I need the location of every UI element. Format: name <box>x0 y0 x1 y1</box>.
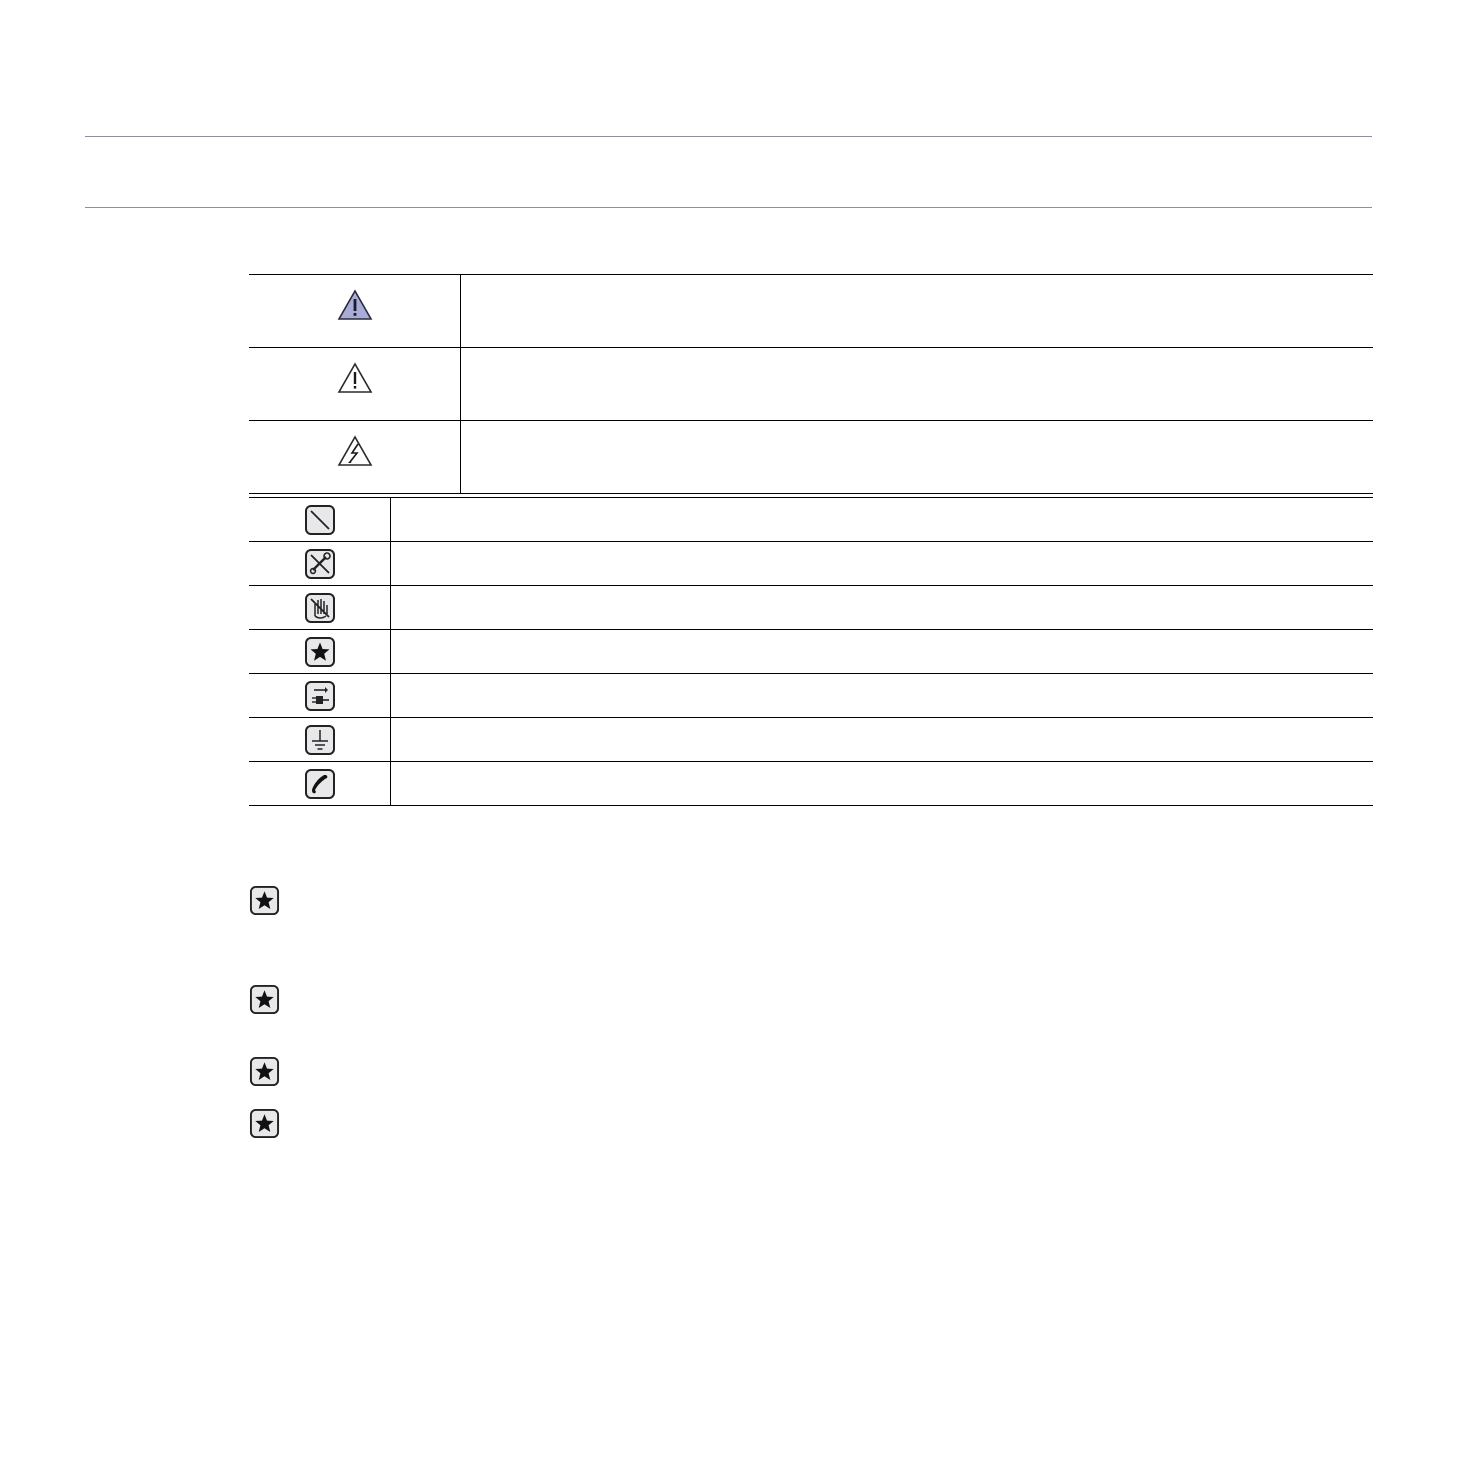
symbol-row <box>249 630 1373 674</box>
symbol-icon-cell <box>249 586 391 629</box>
hazard-row-electric <box>249 421 1373 494</box>
symbol-description <box>391 762 1373 805</box>
do-not-disassemble-icon <box>304 548 336 580</box>
hazard-row-warning <box>249 275 1373 348</box>
hazard-icon-cell <box>249 421 461 493</box>
hazard-icon-cell <box>249 348 461 420</box>
note-item <box>249 1108 280 1139</box>
do-not-attempt-icon <box>304 504 336 536</box>
symbol-table <box>249 497 1373 806</box>
hazard-row-caution <box>249 348 1373 421</box>
electric-shock-triangle-icon <box>337 435 373 467</box>
hazard-description <box>461 348 1373 420</box>
note-item <box>249 885 280 916</box>
caution-triangle-icon <box>337 362 373 394</box>
follow-directions-icon <box>304 636 336 668</box>
symbol-icon-cell <box>249 630 391 673</box>
star-icon <box>249 984 280 1015</box>
star-icon <box>249 885 280 916</box>
hazard-icon-cell <box>249 275 461 347</box>
note-item <box>249 1056 280 1087</box>
warning-triangle-filled-icon <box>337 289 373 321</box>
symbol-row <box>249 674 1373 718</box>
symbol-description <box>391 586 1373 629</box>
header-rule-top <box>85 136 1372 137</box>
symbol-icon-cell <box>249 718 391 761</box>
symbol-row <box>249 542 1373 586</box>
symbol-description <box>391 630 1373 673</box>
do-not-touch-icon <box>304 592 336 624</box>
hazard-level-table <box>249 274 1373 494</box>
symbol-icon-cell <box>249 498 391 541</box>
symbol-row <box>249 762 1373 806</box>
star-icon <box>249 1056 280 1087</box>
hazard-description <box>461 421 1373 493</box>
symbol-description <box>391 498 1373 541</box>
symbol-icon-cell <box>249 674 391 717</box>
symbol-icon-cell <box>249 762 391 805</box>
unplug-power-icon <box>304 680 336 712</box>
symbol-row <box>249 498 1373 542</box>
star-icon <box>249 1108 280 1139</box>
symbol-description <box>391 674 1373 717</box>
header-rule-bottom <box>85 207 1372 208</box>
symbol-description <box>391 718 1373 761</box>
symbol-description <box>391 542 1373 585</box>
symbol-icon-cell <box>249 542 391 585</box>
note-item <box>249 984 280 1015</box>
symbol-row <box>249 586 1373 630</box>
ground-icon <box>304 724 336 756</box>
contact-service-icon <box>304 768 336 800</box>
hazard-description <box>461 275 1373 347</box>
symbol-row <box>249 718 1373 762</box>
